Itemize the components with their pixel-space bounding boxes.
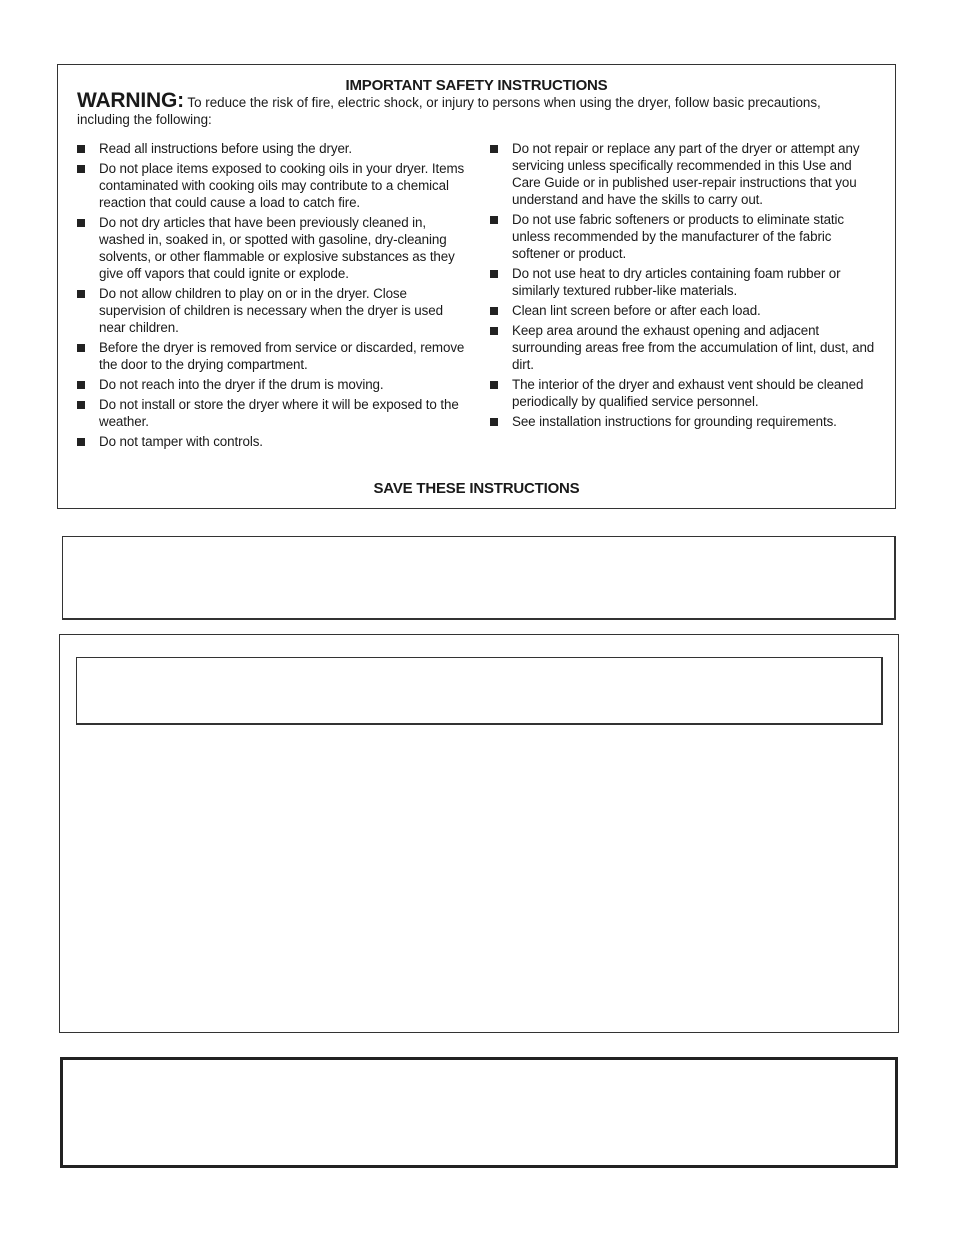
square-bullet-icon: [77, 438, 85, 446]
square-bullet-icon: [77, 145, 85, 153]
save-instructions-footer: SAVE THESE INSTRUCTIONS: [373, 480, 580, 497]
list-item: Do not place items exposed to cooking oils in your dryer. Items contaminated with cooking oils may contribute to a chemical reaction that could cause a load to catch fire.: [77, 160, 467, 211]
list-item: Do not install or store the dryer where it will be exposed to the weather.: [77, 396, 467, 430]
list-item: Do not repair or replace any part of the dryer or attempt any servicing unless specifically recommended in this Use and Care Guide or in published user-repair instructions that you understand and have the skills to carry out.: [490, 140, 882, 208]
list-item: Do not allow children to play on or in the dryer. Close supervision of children is necessary when the dryer is used near children.: [77, 285, 467, 336]
safety-instructions-box: [57, 64, 896, 509]
list-item: Do not dry articles that have been previously cleaned in, washed in, soaked in, or spotted with gasoline, dry-cleaning solvents, or other flammable or explosive substances as they give off vapors that could ignite or explode.: [77, 214, 467, 282]
square-bullet-icon: [490, 418, 498, 426]
list-item: Do not reach into the dryer if the drum is moving.: [77, 376, 467, 393]
safety-title: IMPORTANT SAFETY INSTRUCTIONS: [345, 77, 608, 94]
square-bullet-icon: [77, 165, 85, 173]
square-bullet-icon: [77, 290, 85, 298]
square-bullet-icon: [77, 344, 85, 352]
list-item: See installation instructions for grounding requirements.: [490, 413, 882, 430]
square-bullet-icon: [77, 381, 85, 389]
square-bullet-icon: [77, 401, 85, 409]
list-item: Do not use fabric softeners or products to eliminate static unless recommended by the manufacturer of the fabric softener or product.: [490, 211, 882, 262]
list-item: Read all instructions before using the dryer.: [77, 140, 467, 157]
list-item: Keep area around the exhaust opening and adjacent surrounding areas free from the accumulation of lint, dust, and dirt.: [490, 322, 882, 373]
empty-frame-bottom: [60, 1057, 898, 1168]
warning-text: To reduce the risk of fire, electric shock, or injury to persons when using the dryer, follow basic precautions, including the following:: [77, 95, 821, 127]
square-bullet-icon: [490, 327, 498, 335]
square-bullet-icon: [490, 270, 498, 278]
square-bullet-icon: [490, 307, 498, 315]
empty-frame-top: [62, 536, 896, 620]
square-bullet-icon: [77, 219, 85, 227]
square-bullet-icon: [490, 381, 498, 389]
empty-frame-inner: [76, 657, 883, 725]
square-bullet-icon: [490, 216, 498, 224]
list-item: Before the dryer is removed from service or discarded, remove the door to the drying compartment.: [77, 339, 467, 373]
warning-paragraph: [77, 89, 877, 128]
list-item: Clean lint screen before or after each load.: [490, 302, 882, 319]
safety-list-right: [490, 140, 882, 433]
list-item: Do not use heat to dry articles containing foam rubber or similarly textured rubber-like materials.: [490, 265, 882, 299]
list-item: Do not tamper with controls.: [77, 433, 467, 450]
warning-word: WARNING:: [77, 89, 184, 112]
list-item: The interior of the dryer and exhaust vent should be cleaned periodically by qualified service personnel.: [490, 376, 882, 410]
square-bullet-icon: [490, 145, 498, 153]
safety-list-left: [77, 140, 467, 453]
